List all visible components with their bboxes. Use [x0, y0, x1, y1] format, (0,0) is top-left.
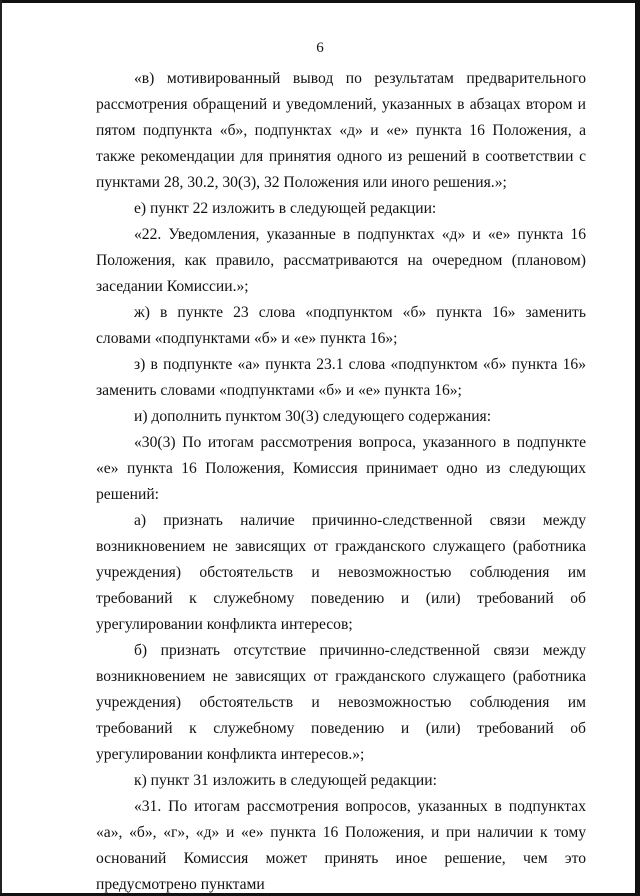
paragraph-k-item-31: к) пункт 31 изложить в следующей редакции:: [134, 772, 437, 789]
scan-border-top: [0, 0, 640, 3]
paragraph-zh-item-23: ж) в пункте 23 слова «подпунктом «б» пункта 16» заменить словами «подпунктами «б» и «е» пункта 16»;: [96, 304, 586, 347]
paragraph-v-conclusion: «в) мотивированный вывод по результатам предварительного рассмотрения обращений и уведомлений, указанных в абзацах втором и пятом подпункта «б», подпунктах «д» и «е» пункта 16 Положения, а также рекомендации для принятия одного из решений в соответствии с пунктами 28, 30.2, 30(3), 32 Положения или иного решения.»;: [96, 70, 586, 191]
paragraph-item-30-3-text: «30(3) По итогам рассмотрения вопроса, указанного в подпункте «е» пункта 16 Положения, Комиссия принимает одно из следующих решений:: [96, 434, 586, 503]
paragraph-i-item-30-3: и) дополнить пунктом 30(3) следующего содержания:: [134, 408, 492, 425]
paragraph-item-22-text: «22. Уведомления, указанные в подпунктах «д» и «е» пункта 16 Положения, как правило, рассматриваются на очередном (плановом) заседании Комиссии.»;: [96, 226, 586, 295]
scan-border-left: [0, 0, 2, 896]
scan-border-right: [635, 0, 640, 896]
document-body: [96, 66, 586, 896]
paragraph-z-item-23-1: з) в подпункте «а» пункта 23.1 слова «подпунктом «б» пункта 16» заменить словами «подпунктами «б» и «е» пункта 16»;: [96, 356, 586, 399]
paragraph-decision-b: б) признать отсутствие причинно-следственной связи между возникновением не зависящих от гражданского служащего (работника учреждения) обстоятельств и невозможностью соблюдения им требований к служебному поведению и (или) требований об урегулировании конфликта интересов.»;: [96, 642, 586, 763]
page-number: 6: [316, 40, 324, 56]
paragraph-decision-a: а) признать наличие причинно-следственной связи между возникновением не зависящих от гражданского служащего (работника учреждения) обстоятельств и невозможностью соблюдения им требований к служебному поведению и (или) требований об урегулировании конфликта интересов;: [96, 512, 586, 633]
paragraph-item-31-text: «31. По итогам рассмотрения вопросов, указанных в подпунктах «а», «б», «г», «д» и «е» пункта 16 Положения, и при наличии к тому оснований Комиссия может принять иное решение, чем это предусмотрено пунктами: [96, 798, 586, 893]
paragraph-e-item-22: е) пункт 22 изложить в следующей редакции:: [134, 200, 437, 217]
